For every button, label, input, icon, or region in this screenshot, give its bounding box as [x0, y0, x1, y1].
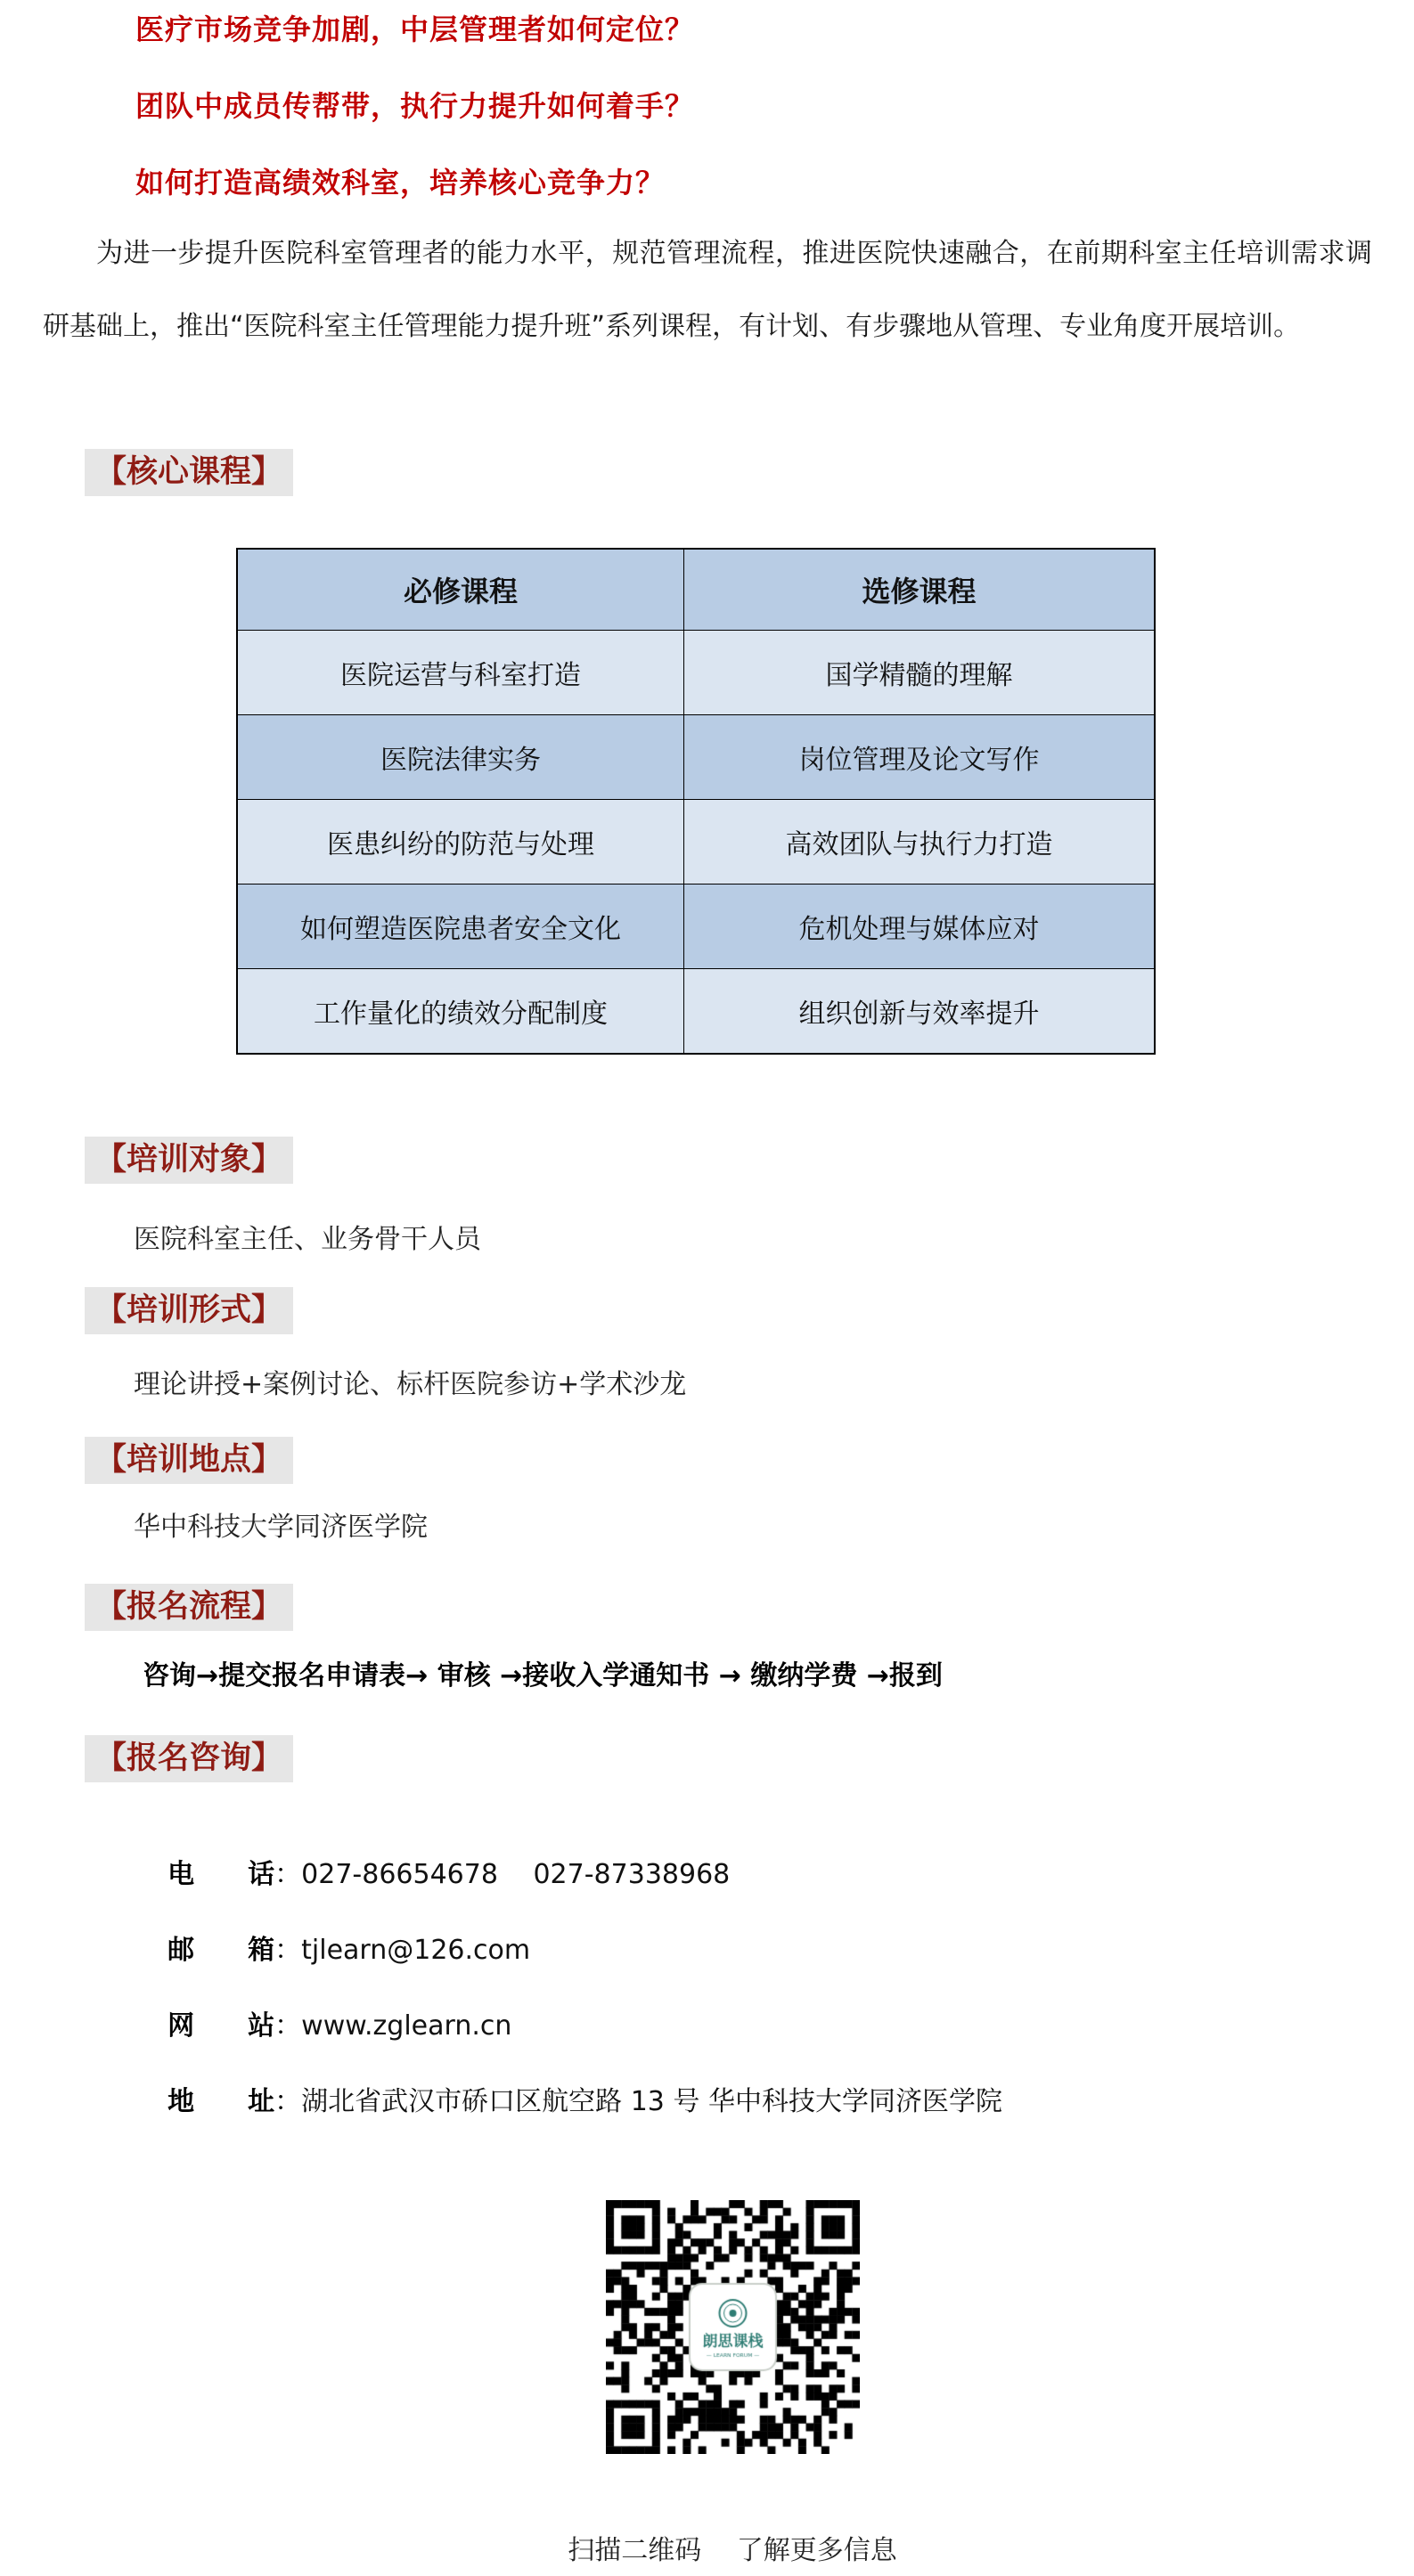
section-title-audience: 【培训对象】	[85, 1137, 293, 1184]
course-cell: 高效团队与执行力打造	[684, 800, 1155, 884]
email-label: 邮 箱	[168, 1935, 275, 1966]
contact-row-phone	[134, 1795, 731, 1890]
contact-colon: ：	[274, 1935, 302, 1966]
intro-paragraph: 为进一步提升医院科室管理者的能力水平，规范管理流程，推进医院快速融合，在前期科室主任培训需求调研基础上，推出“医院科室主任管理能力提升班”系列课程，有计划、有步骤地从管理、专业角度开展培训。	[43, 238, 1372, 342]
contact-row-website	[134, 1946, 512, 2042]
section-title-process: 【报名流程】	[85, 1584, 293, 1631]
headline-block	[135, 0, 694, 221]
section-title-contact: 【报名咨询】	[85, 1735, 293, 1782]
website-label: 网 站	[168, 2010, 275, 2042]
location-text: 华中科技大学同济医学院	[134, 1512, 428, 1543]
section-title-location: 【培训地点】	[85, 1437, 293, 1484]
course-cell: 组织创新与效率提升	[684, 969, 1155, 1055]
table-row	[237, 969, 1155, 1055]
headline-question: 如何打造高绩效科室，培养核心竞争力？	[135, 166, 666, 200]
course-cell: 国学精髓的理解	[684, 631, 1155, 715]
qr-code	[606, 2200, 860, 2454]
email-value: tjlearn@126.com	[301, 1935, 531, 1966]
table-row	[237, 631, 1155, 715]
website-value: www.zglearn.cn	[301, 2010, 512, 2042]
qr-caption: 扫描二维码 了解更多信息	[568, 2535, 897, 2566]
table-row	[237, 800, 1155, 884]
elective-courses-header: 选修课程	[684, 549, 1155, 631]
table-row	[237, 715, 1155, 800]
section-title-format: 【培训形式】	[85, 1287, 293, 1334]
course-cell: 医院运营与科室打造	[237, 631, 684, 715]
contact-row-address	[134, 2022, 1002, 2117]
contact-colon: ：	[274, 1859, 302, 1890]
contact-colon: ：	[274, 2086, 302, 2117]
required-courses-header: 必修课程	[237, 549, 684, 631]
headline-question: 医疗市场竞争加剧，中层管理者如何定位？	[135, 12, 695, 46]
course-cell: 岗位管理及论文写作	[684, 715, 1155, 800]
audience-text: 医院科室主任、业务骨干人员	[134, 1224, 481, 1255]
section-title-core-courses: 【核心课程】	[85, 449, 293, 496]
course-cell: 医患纠纷的防范与处理	[237, 800, 684, 884]
course-cell: 医院法律实务	[237, 715, 684, 800]
table-row	[237, 884, 1155, 969]
process-flow-text: 咨询→提交报名申请表→ 审核 →接收入学通知书 → 缴纳学费 →报到	[143, 1660, 943, 1692]
headline-question: 团队中成员传帮带，执行力提升如何着手？	[135, 89, 695, 123]
course-cell: 危机处理与媒体应对	[684, 884, 1155, 969]
contact-row-email	[134, 1871, 531, 1966]
course-cell: 工作量化的绩效分配制度	[237, 969, 684, 1055]
format-text: 理论讲授+案例讨论、标杆医院参访+学术沙龙	[134, 1369, 687, 1400]
phone-label: 电 话	[168, 1859, 275, 1890]
address-label: 地 址	[168, 2086, 275, 2117]
phone-value: 027-86654678 027-87338968	[301, 1859, 731, 1890]
course-cell: 如何塑造医院患者安全文化	[237, 884, 684, 969]
course-table-header-row	[237, 549, 1155, 631]
course-table	[236, 548, 1156, 1055]
address-value: 湖北省武汉市硚口区航空路 13 号 华中科技大学同济医学院	[301, 2086, 1002, 2117]
contact-colon: ：	[274, 2010, 302, 2042]
